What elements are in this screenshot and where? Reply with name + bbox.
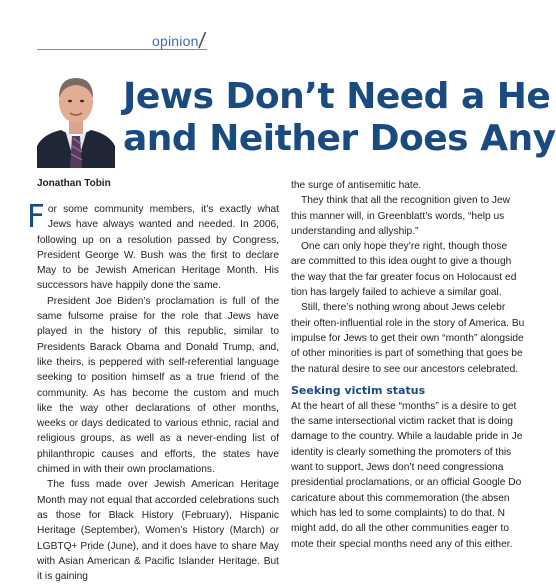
text-line: might add, do all the other communities eager to — [291, 523, 510, 535]
paragraph: For some community members, it’s exactly what Jews have always wanted and needed. In 2006, following up on a resolution passed by Congress, President George W. Bush was the first to declare May to be Jewish American Heritage Month. His successors have happily done the same. — [27, 199, 279, 292]
headline-line-1: Jews Don’t Need a He — [123, 76, 551, 117]
text-line: understanding and allyship.” — [291, 225, 419, 237]
text-line: the same intersectional victim racket that is doing — [291, 416, 513, 428]
text-line: Still, there’s nothing wrong about Jews celebr — [301, 302, 506, 314]
text-line: impulse for Jews to get their own “month” alongside — [291, 332, 524, 344]
headline — [123, 76, 556, 160]
text-line: damage to the country. While a laudable pride in Je — [291, 431, 523, 443]
text-line: the surge of antisemitic hate. — [291, 180, 422, 191]
headline-line-2: and Neither Does Any — [123, 118, 556, 159]
text-line: the natural desire to see our ancestors celebrated. — [291, 363, 519, 375]
text-line: At the heart of all these “months” is a desire to get — [291, 400, 517, 412]
text-line: are committed to this idea ought to give a though — [291, 256, 512, 268]
article-column-right — [291, 178, 531, 552]
subhead: Seeking victim status — [291, 383, 426, 397]
text-line: mote their special months need any of this either. — [291, 538, 513, 550]
section-rule — [37, 49, 207, 50]
text-line: identity is clearly something the promoters of this — [291, 446, 512, 458]
text-line: caricature about this commemoration (the absen — [291, 492, 510, 504]
paragraph: The fuss made over Jewish American Heritage Month may not equal that accorded celebrations such as those for Black History (February), Hispanic Heritage (September), Women’s History (March) or LGBTQ+ Pride (June), and it does have to share May with Asian American & Pacific Islander Heritage. But it is gaining — [37, 479, 279, 583]
section-label: opinion — [152, 33, 199, 49]
text-line: tion has largely failed to achieve a similar goal. — [291, 287, 502, 299]
text-line: this manner will, in Greenblatt’s words, “help us — [291, 210, 505, 222]
author-photo — [37, 68, 115, 168]
text-line: the way that the far greater focus on Holocaust ed — [291, 271, 517, 283]
paragraph: President Joe Biden’s proclamation is full of the same fulsome praise for the role that Jews have played in the history of this republic, similar to Presidents Barack Obama and Donald Trump, and, like theirs, is peppered with self-referential language seeking to position himself as a true friend of the community. As has become the custom and much like the way other declarations of other months, weeks or days dedicated to various ethnic, racial and religious groups, as well as a never-ending list of philanthropic causes and efforts, the states have chimed in with their own proclamations. — [37, 295, 279, 476]
section-slash-icon: / — [197, 28, 207, 53]
text-line: One can only hope they’re right, though those — [301, 241, 508, 253]
article-column-left — [27, 199, 279, 584]
text-line: which has led to some complaints) to do that. N — [291, 507, 506, 519]
dropcap: F — [27, 199, 45, 235]
byline: Jonathan Tobin — [37, 178, 111, 189]
text-line: They think that all the recognition given to Jew — [301, 195, 510, 207]
text-line: their often-influential role in the story of America. Bu — [291, 317, 525, 329]
text-line: presidential proclamations, or an official Google Do — [291, 477, 522, 489]
text-line: want to support, Jews don’t need congressiona — [291, 462, 504, 474]
text-line: of other minorities is part of something that goes be — [291, 348, 523, 360]
